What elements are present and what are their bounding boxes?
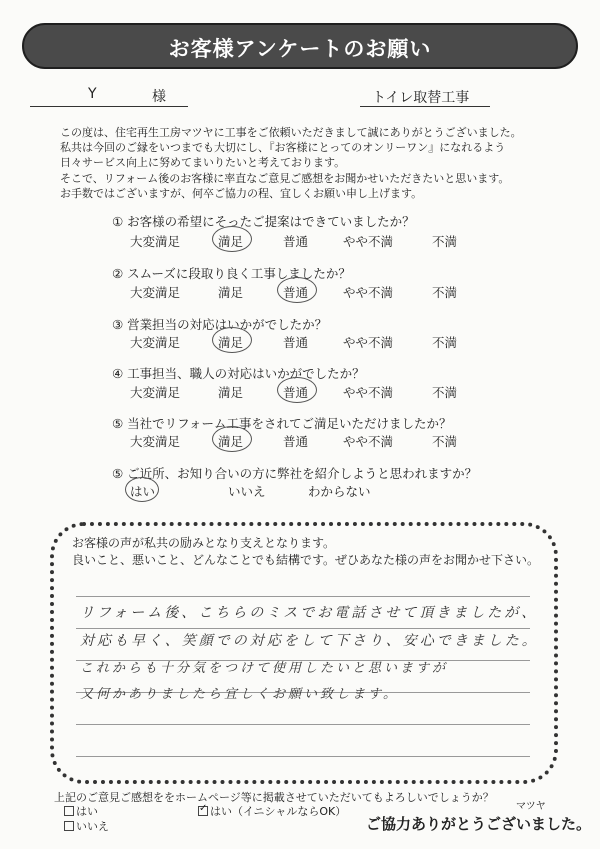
writing-line xyxy=(76,756,530,757)
option-dissatisfied[interactable]: 不満 xyxy=(432,285,458,300)
intro-line: 私共は今回のご縁をいつまでも大切にし、『お客様にとってのオンリーワン』になれるよう xyxy=(60,141,506,155)
checked-checkbox-icon[interactable]: ✓ xyxy=(199,803,208,814)
writing-line xyxy=(76,628,530,629)
option-very-satisfied[interactable]: 大変満足 xyxy=(130,234,181,249)
handwritten-comment-line: リフォーム後、こちらのミスでお電話させて頂きましたが、 xyxy=(80,605,539,621)
customer-field xyxy=(30,84,188,107)
selected-circle xyxy=(277,277,317,303)
selected-circle xyxy=(212,327,252,353)
option-slightly-dissatisfied[interactable]: やや不満 xyxy=(343,434,394,449)
option-satisfied[interactable]: 満足 xyxy=(218,285,244,300)
work-type: トイレ取替工事 xyxy=(372,90,470,106)
option-neutral[interactable]: 普通 xyxy=(283,234,309,249)
option-satisfied[interactable]: 満足 xyxy=(218,385,244,400)
company-logo: マツヤ xyxy=(516,801,546,812)
page-title: お客様アンケートのお願い xyxy=(168,37,432,61)
option-neutral[interactable]: 普通 xyxy=(283,285,309,300)
question-4: ④ 工事担当、職人の対応はいかがでしたか？ xyxy=(112,366,365,381)
consent-yes[interactable]: はい xyxy=(64,803,98,819)
intro-line: この度は、住宅再生工房マツヤに工事をご依頼いただきまして誠にありがとうございました。 xyxy=(60,126,522,139)
option-very-satisfied[interactable]: 大変満足 xyxy=(130,335,181,350)
comments-subheading: 良いこと、悪いこと、どんなことでも結構です。ぜひあなた様の声をお聞かせ下さい。 xyxy=(72,553,540,567)
consent-no[interactable]: いいえ xyxy=(64,818,109,834)
option-very-satisfied[interactable]: 大変満足 xyxy=(130,285,181,300)
option-dissatisfied[interactable]: 不満 xyxy=(432,385,458,400)
publish-consent-question: 上記のご意見ご感想ををホームページ等に掲載させていただいてもよろしいでしょうか？ xyxy=(54,791,494,804)
handwritten-comment-line: これからも十分気をつけて使用したいと思いますが xyxy=(80,661,449,676)
option-slightly-dissatisfied[interactable]: やや不満 xyxy=(343,285,394,300)
option-neutral[interactable]: 普通 xyxy=(283,385,309,400)
handwritten-comment-line: 対応も早く、笑顔での対応をして下さり、安心できました。 xyxy=(80,633,539,649)
option-neutral[interactable]: 普通 xyxy=(283,335,309,350)
customer-name: Y xyxy=(88,86,97,102)
option-dissatisfied[interactable]: 不満 xyxy=(432,434,458,449)
option-neutral[interactable]: 普通 xyxy=(283,434,309,449)
checkbox-icon[interactable] xyxy=(64,806,74,816)
selected-circle xyxy=(277,377,317,403)
option-dont-know[interactable]: わからない xyxy=(308,484,371,499)
consent-yes-initial[interactable]: ✓ はい（イニシャルならOK） xyxy=(199,803,347,818)
option-dissatisfied[interactable]: 不満 xyxy=(432,335,458,350)
option-slightly-dissatisfied[interactable]: やや不満 xyxy=(343,234,394,249)
question-1: ① お客様の希望にそったご提案はできていましたか？ xyxy=(112,214,415,229)
selected-circle xyxy=(125,477,159,502)
option-very-satisfied[interactable]: 大変満足 xyxy=(130,385,181,400)
question-2: ② スムーズに段取り良く工事しましたか？ xyxy=(112,266,351,281)
option-satisfied[interactable]: 満足 xyxy=(218,335,244,350)
option-dissatisfied[interactable]: 不満 xyxy=(432,234,458,249)
selected-circle xyxy=(212,426,252,452)
option-very-satisfied[interactable]: 大変満足 xyxy=(130,434,181,449)
intro-line: そこで、リフォーム後のお客様に率直なご意見ご感想をお聞かせいただきたいと思います。 xyxy=(60,171,510,185)
intro-line: 日々サービス向上に努めてまいりたいと考えております。 xyxy=(60,156,346,170)
writing-line xyxy=(76,724,530,725)
selected-circle xyxy=(212,226,252,252)
option-yes[interactable]: はい xyxy=(130,484,156,499)
intro-text xyxy=(60,125,540,201)
title-banner xyxy=(22,23,578,69)
option-satisfied[interactable]: 満足 xyxy=(218,434,244,449)
work-field xyxy=(360,84,490,107)
option-satisfied[interactable]: 満足 xyxy=(218,234,244,249)
intro-line: お手数ではございますが、何卒ご協力の程、宜しくお願い申し上げます。 xyxy=(60,186,423,200)
option-slightly-dissatisfied[interactable]: やや不満 xyxy=(343,385,394,400)
thank-you-message: ご協力ありがとうございました。 xyxy=(366,815,592,833)
checkbox-icon[interactable] xyxy=(64,821,74,831)
handwritten-comment-line: 又何かありましたら宜しくお願い致します。 xyxy=(80,687,399,702)
option-no[interactable]: いいえ xyxy=(228,484,266,499)
option-slightly-dissatisfied[interactable]: やや不満 xyxy=(343,335,394,350)
writing-line xyxy=(76,596,530,597)
question-5: ⑤ 当社でリフォーム工事をされてご満足いただけましたか？ xyxy=(112,416,452,431)
question-3: ③ 営業担当の対応はいかがでしたか？ xyxy=(112,317,328,332)
question-6: ⑤ ご近所、お知り合いの方に弊社を紹介しようと思われますか？ xyxy=(112,466,478,481)
comments-heading: お客様の声が私共の励みとなり支えとなります。 xyxy=(72,536,336,550)
customer-suffix: 様 xyxy=(152,89,166,105)
